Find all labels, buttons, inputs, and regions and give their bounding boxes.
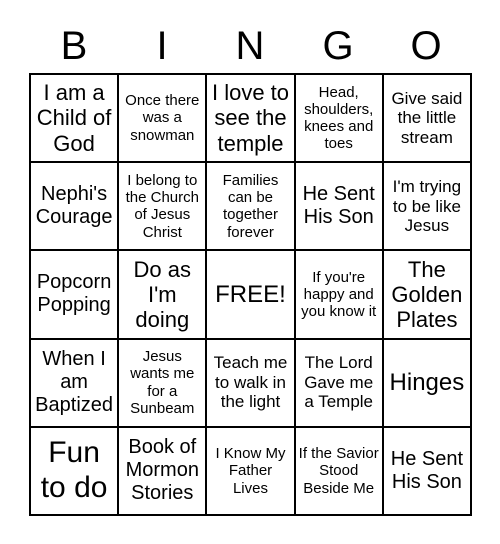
header-letter-i: I bbox=[156, 24, 168, 68]
bingo-cell[interactable]: Jesus wants me for a Sunbeam bbox=[118, 339, 206, 427]
bingo-cell[interactable]: Book of Mormon Stories bbox=[118, 427, 206, 515]
bingo-cell[interactable]: Give said the little stream bbox=[383, 74, 471, 162]
bingo-cell[interactable]: If you're happy and you know it bbox=[295, 250, 383, 338]
bingo-cell[interactable]: I am a Child of God bbox=[30, 74, 118, 162]
bingo-cell[interactable]: Teach me to walk in the light bbox=[206, 339, 294, 427]
bingo-cell[interactable]: He Sent His Son bbox=[383, 427, 471, 515]
bingo-cell[interactable]: The Lord Gave me a Temple bbox=[295, 339, 383, 427]
free-space-cell[interactable]: FREE! bbox=[206, 250, 294, 338]
header-letter-n: N bbox=[235, 24, 265, 68]
bingo-cell[interactable]: I Know My Father Lives bbox=[206, 427, 294, 515]
bingo-cell[interactable]: Do as I'm doing bbox=[118, 250, 206, 338]
bingo-cell[interactable]: I belong to the Church of Jesus Christ bbox=[118, 162, 206, 250]
bingo-cell[interactable]: I'm trying to be like Jesus bbox=[383, 162, 471, 250]
bingo-cell[interactable]: If the Savior Stood Beside Me bbox=[295, 427, 383, 515]
bingo-cell[interactable]: Head, shoulders, knees and toes bbox=[295, 74, 383, 162]
bingo-cell[interactable]: Fun to do bbox=[30, 427, 118, 515]
bingo-cell[interactable]: I love to see the temple bbox=[206, 74, 294, 162]
bingo-cell[interactable]: Popcorn Popping bbox=[30, 250, 118, 338]
header-letter-o: O bbox=[410, 24, 442, 68]
bingo-cell[interactable]: Hinges bbox=[383, 339, 471, 427]
bingo-header bbox=[30, 18, 470, 74]
bingo-cell[interactable]: He Sent His Son bbox=[295, 162, 383, 250]
header-letter-g: G bbox=[322, 24, 354, 68]
bingo-cell[interactable]: The Golden Plates bbox=[383, 250, 471, 338]
bingo-cell[interactable]: Nephi's Courage bbox=[30, 162, 118, 250]
bingo-cell[interactable]: When I am Baptized bbox=[30, 339, 118, 427]
bingo-board bbox=[29, 73, 472, 516]
bingo-cell[interactable]: Once there was a snowman bbox=[118, 74, 206, 162]
bingo-cell[interactable]: Families can be together forever bbox=[206, 162, 294, 250]
header-letter-b: B bbox=[60, 24, 88, 68]
